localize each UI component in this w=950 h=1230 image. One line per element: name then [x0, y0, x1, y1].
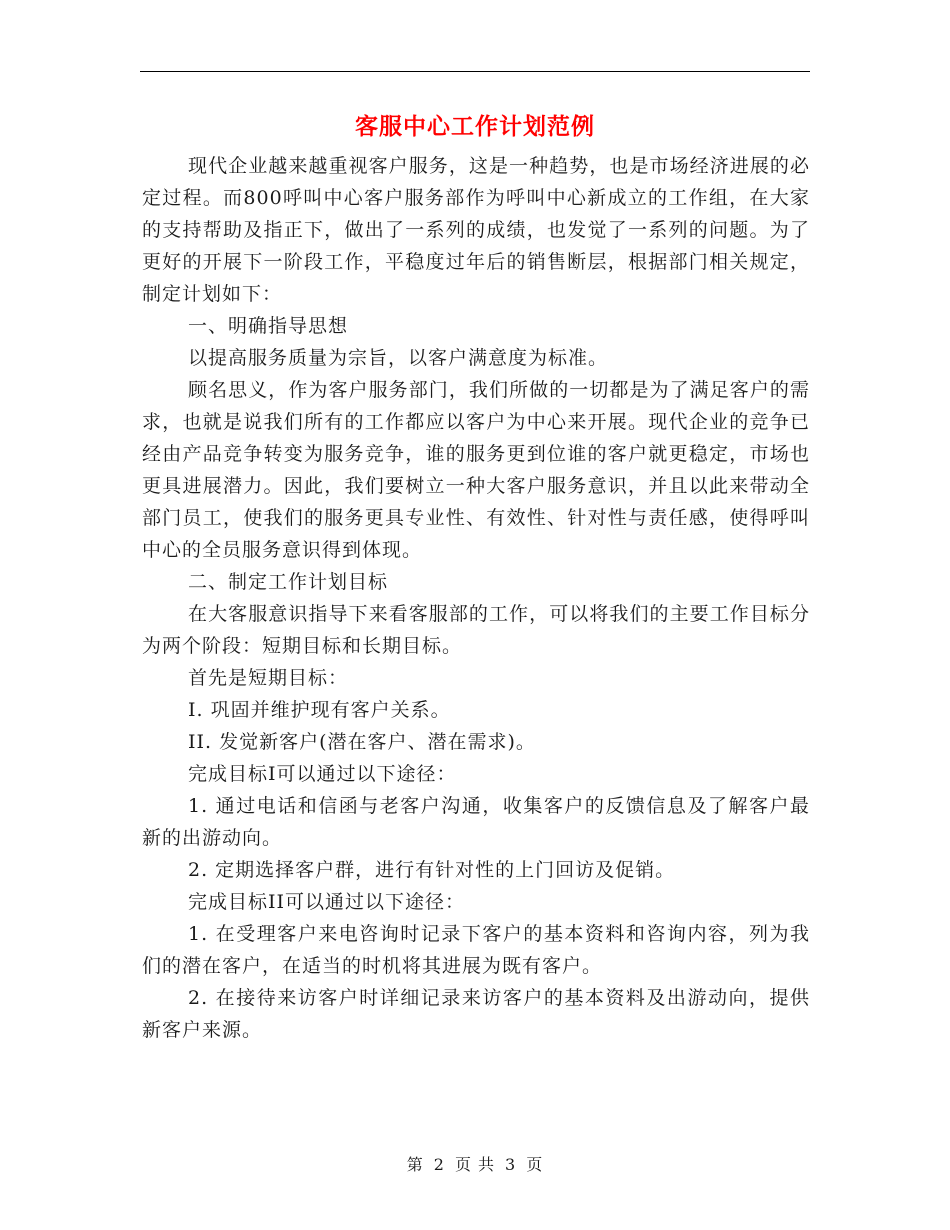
list-item: II. 发觉新客户(潜在客户、潜在需求)。: [188, 731, 536, 753]
paragraph: 以提高服务质量为宗旨，以客户满意度为标准。: [188, 347, 609, 369]
footer-suffix: 页: [526, 1155, 544, 1174]
footer-total-pages: 3: [505, 1155, 517, 1174]
list-item: 2. 在接待来访客户时详细记录来访客户的基本资料及出游动向，提供新客户来源。: [142, 987, 810, 1041]
document-title: 客服中心工作计划范例: [355, 114, 595, 140]
page-footer: [0, 1152, 950, 1175]
section-heading-1: 一、明确指导思想: [188, 315, 349, 337]
list-item: 1. 在受理客户来电咨询时记录下客户的基本资料和咨询内容，列为我们的潜在客户，在适当的时机将其进展为既有客户。: [142, 923, 810, 977]
list-item: 1. 通过电话和信函与老客户沟通，收集客户的反馈信息及了解客户最新的出游动向。: [142, 795, 810, 849]
section-heading-2: 二、制定工作计划目标: [188, 571, 389, 593]
footer-middle: 页 共: [454, 1155, 496, 1174]
footer-page-number: 2: [433, 1155, 445, 1174]
paragraph: 首先是短期目标：: [188, 667, 349, 689]
list-item: I. 巩固并维护现有客户关系。: [188, 699, 451, 721]
paragraph: 顾名思义，作为客户服务部门，我们所做的一切都是为了满足客户的需求，也就是说我们所有的工作都应以客户为中心来开展。现代企业的竞争已经由产品竞争转变为服务竞争，谁的服务更到位谁的客户就更稳定，市场也更具进展潜力。因此，我们要树立一种大客户服务意识，并且以此来带动全部门员工，使我们的服务更具专业性、有效性、针对性与责任感，使得呼叫中心的全员服务意识得到体现。: [142, 379, 810, 561]
paragraph: 在大客服意识指导下来看客服部的工作，可以将我们的主要工作目标分为两个阶段：短期目标和长期目标。: [142, 603, 810, 657]
paragraph: 完成目标I可以通过以下途径：: [188, 763, 457, 785]
paragraph-intro: 现代企业越来越重视客户服务，这是一种趋势，也是市场经济进展的必定过程。而800呼叫中心客户服务部作为呼叫中心新成立的工作组，在大家的支持帮助及指正下，做出了一系列的成绩，也发觉了一系列的问题。为了更好的开展下一阶段工作，平稳度过年后的销售断层，根据部门相关规定，制定计划如下：: [142, 155, 810, 305]
footer-prefix: 第: [406, 1155, 424, 1174]
list-item: 2. 定期选择客户群，进行有针对性的上门回访及促销。: [188, 859, 676, 881]
document-body: [142, 150, 810, 1046]
header-rule: [140, 71, 810, 72]
paragraph: 完成目标II可以通过以下途径：: [188, 891, 466, 913]
